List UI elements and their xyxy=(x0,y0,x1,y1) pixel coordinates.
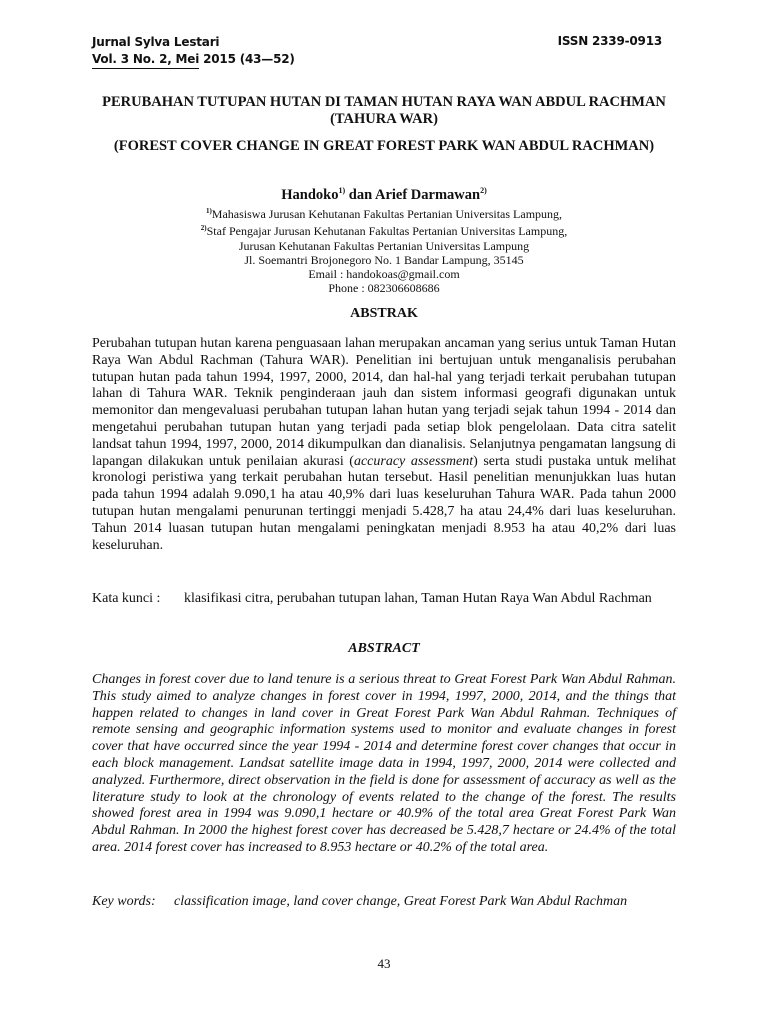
kata-kunci-label: Kata kunci : xyxy=(92,591,161,606)
affiliations xyxy=(92,204,676,296)
affiliation-1-text: Mahasiswa Jurusan Kehutanan Fakultas Pertanian Universitas Lampung, xyxy=(211,207,563,221)
affiliation-2-text: Staf Pengajar Jurusan Kehutanan Fakultas Pertanian Universitas Lampung, xyxy=(206,224,568,239)
journal-name: Jurnal Sylva Lestari xyxy=(92,35,220,49)
kata-kunci xyxy=(92,590,676,607)
issn: ISSN 2339-0913 xyxy=(557,34,662,48)
abstract-heading: ABSTRACT xyxy=(348,641,420,656)
paper-title-english: (FOREST COVER CHANGE IN GREAT FOREST PARK WAN ABDUL RACHMAN) xyxy=(113,138,655,154)
abstrak-body xyxy=(92,336,676,554)
affiliation-2 xyxy=(92,221,676,238)
keywords-label: Key words: xyxy=(92,894,156,909)
journal-volume: Vol. 3 No. 2, Mei 2015 (43—52) xyxy=(92,52,295,66)
affiliation-1-marker: 1) xyxy=(205,207,212,215)
abstrak-text-part-2: ) serta studi pustaka untuk melihat kronologi peristiwa yang terkait perubahan hutan tersebut. Hasil penelitian menunjukkan luas hutan pada tahun 1994 adalah 9.090,1 ha atau 40,9% dari luas keseluruhan Tahura WAR. Pada tahun 2000 tutupan hutan mengalami penurunan tertinggi menjadi 5.428,7 ha atau 24,4% dari luas keseluruhan. Tahun 2014 luasan tutupan hutan mengalami peningkatan menjadi 8.953 ha atau 40,2% dari luas keseluruhan. xyxy=(92,453,676,553)
author-phone: Phone : 082306608686 xyxy=(328,281,440,296)
abstrak-italic-term: accuracy assessment xyxy=(353,453,474,469)
author-2: Arief Darmawan xyxy=(374,186,481,203)
affiliation-department: Jurusan Kehutanan Fakultas Pertanian Universitas Lampung xyxy=(238,238,530,253)
header-underline xyxy=(92,68,199,69)
paper-title-indonesian: PERUBAHAN TUTUPAN HUTAN DI TAMAN HUTAN RAYA WAN ABDUL RACHMAN (TAHURA WAR) xyxy=(102,94,666,127)
author-1: Handoko xyxy=(281,186,339,203)
abstrak-text-part-1: Perubahan tutupan hutan karena penguasaan lahan merupakan ancaman yang serius untuk Taman Hutan Raya Wan Abdul Rachman (Tahura WAR). Penelitian ini bertujuan untuk menganalisis perubahan tutupan hutan pada tahun 1994, 1997, 2000, 2014, dan hal-hal yang terjadi terkait perubahan tutupan lahan di Tahura WAR. Teknik penginderaan jauh dan sistem informasi geografi digunakan untuk memonitor dan mengevaluasi perubahan tutupan lahan hutan yang terjadi sejak tahun 1994 - 2014 dan mengetahui perubahan tutupan hutan yang terjadi pada setiap blok pengelolaan. Data citra satelit landsat tahun 1994, 1997, 2000, 2014 dikumpulkan dan dianalisis. Selanjutnya pengamatan langsung di lapangan dilakukan untuk penilaian akurasi ( xyxy=(92,336,676,469)
keywords-value: classification image, land cover change, Great Forest Park Wan Abdul Rachman xyxy=(174,894,628,909)
author-joiner: dan xyxy=(345,186,375,203)
running-header xyxy=(92,34,295,68)
keywords xyxy=(92,893,676,910)
affiliation-address: Jl. Soemantri Brojonegoro No. 1 Bandar Lampung, 35145 xyxy=(244,252,524,267)
author-email: Email : handokoas@gmail.com xyxy=(308,267,460,282)
abstract-body: Changes in forest cover due to land tenure is a serious threat to Great Forest Park Wan Abdul Rahman. This study aimed to analyze changes in forest cover in 1994, 1997, 2000, 2014, and the things that happen related to changes in land cover in Great Forest Park Wan Abdul Rahman. Techniques of remote sensing and geographic information systems used to monitor and evaluate changes in forest cover that have occurred since the year 1994 - 2014 and determine forest cover changes that occur in each block management. Landsat satellite image data in 1994, 1997, 2000, 2014 were collected and analyzed. Furthermore, direct observation in the field is done for assessment of accuracy as well as the literature study to look at the chronology of events related to the change of the forest. The results showed forest area in 1994 was 9.090,1 hectare or 40.9% of the total area Great Forest Park Wan Abdul Rahman. In 2000 the highest forest cover has decreased be 5.428,7 hectare or 24.4% of the total area. 2014 forest cover has increased to 8.953 hectare or 40.2% of the total area. xyxy=(92,672,676,855)
affiliation-2-marker: 2) xyxy=(200,224,207,233)
author-2-marker: 2) xyxy=(480,186,487,195)
author-line xyxy=(92,186,676,204)
author-1-marker: 1) xyxy=(338,186,346,195)
abstrak-heading: ABSTRAK xyxy=(350,306,418,321)
affiliation-1 xyxy=(92,204,676,221)
kata-kunci-value: klasifikasi citra, perubahan tutupan lahan, Taman Hutan Raya Wan Abdul Rachman xyxy=(184,591,652,606)
page-number: 43 xyxy=(377,956,391,971)
